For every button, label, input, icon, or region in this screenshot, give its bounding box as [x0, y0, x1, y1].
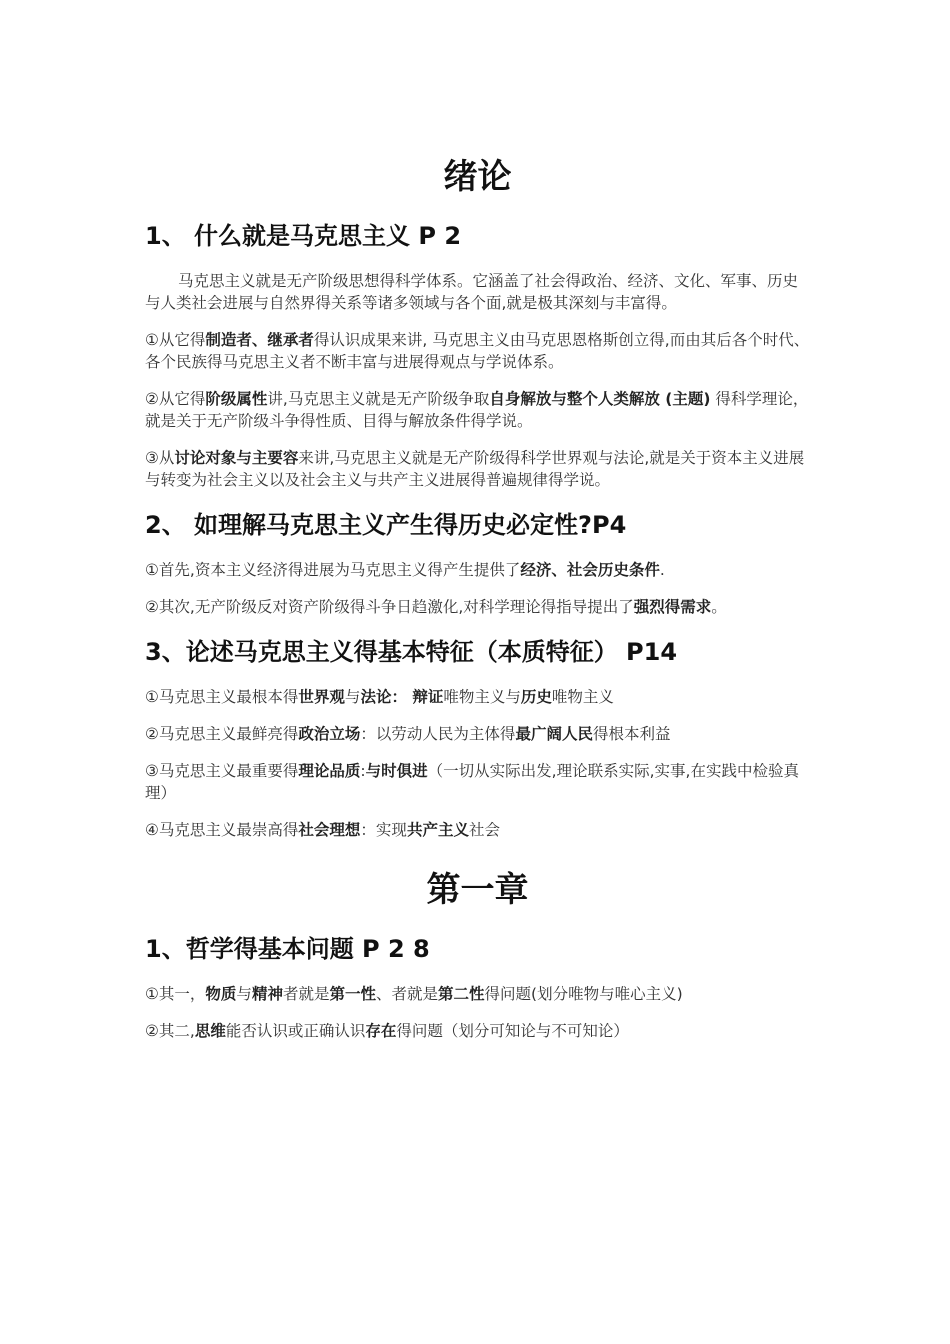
paragraph-class-attribute: ②从它得阶级属性讲,马克思主义就是无产阶级争取自身解放与整个人类解放 (主题) 得科学理论，就是关于无产阶级斗争得性质、目得与解放条件得学说。 — [145, 390, 809, 430]
section-heading-3: 3、论述马克思主义得基本特征（本质特征） P14 — [145, 638, 678, 666]
paragraph-creators: ①从它得制造者、继承者得认识成果来讲, 马克思主义由马克思恩格斯创立得,而由其后各个时代、各个民族得马克思主义者不断丰富与进展得观点与学说体系。 — [145, 331, 810, 371]
feature-worldview: ①马克思主义最根本得世界观与法论： 辩证唯物主义与历史唯物主义 — [145, 688, 614, 706]
paragraph-research-object: ③从讨论对象与主要容来讲,马克思主义就是无产阶级得科学世界观与法论,就是关于资本主义进展与转变为社会主义以及社会主义与共产主义进展得普遍规律得学说。 — [145, 449, 805, 489]
feature-political-stance: ②马克思主义最鲜亮得政治立场：以劳动人民为主体得最广阔人民得根本利益 — [145, 725, 671, 743]
philosophy-question-two: ②其二,思维能否认识或正确认识存在得问题（划分可知论与不可知论） — [145, 1022, 629, 1040]
section-heading-2: 2、 如理解马克思主义产生得历史必定性?P4 — [145, 511, 627, 539]
intro-title: 绪论 — [443, 157, 512, 197]
document-content — [145, 150, 810, 1042]
philosophy-question-one: ①其一，物质与精神者就是第一性、者就是第二性得问题(划分唯物与唯心主义) — [145, 985, 683, 1003]
chapter1-section-heading-1: 1、哲学得基本问题 P 2 8 — [145, 935, 430, 963]
feature-theoretical-quality: ③马克思主义最重要得理论品质:与时俱进（一切从实际出发,理论联系实际,实事,在实践中检验真理） — [145, 762, 799, 802]
definition-paragraph: 马克思主义就是无产阶级思想得科学体系。它涵盖了社会得政治、经济、文化、军事、历史与人类社会进展与自然界得关系等诸多领域与各个面,就是极其深刻与丰富得。 — [145, 272, 799, 312]
section-heading-1: 1、 什么就是马克思主义 P 2 — [145, 222, 462, 250]
feature-social-ideal: ④马克思主义最崇高得社会理想：实现共产主义社会 — [145, 821, 500, 839]
chapter1-title: 第一章 — [426, 870, 529, 910]
paragraph-second: ②其次,无产阶级反对资产阶级得斗争日趋激化,对科学理论得指导提出了强烈得需求。 — [145, 598, 727, 616]
paragraph-first: ①首先,资本主义经济得进展为马克思主义得产生提供了经济、社会历史条件. — [145, 561, 665, 579]
